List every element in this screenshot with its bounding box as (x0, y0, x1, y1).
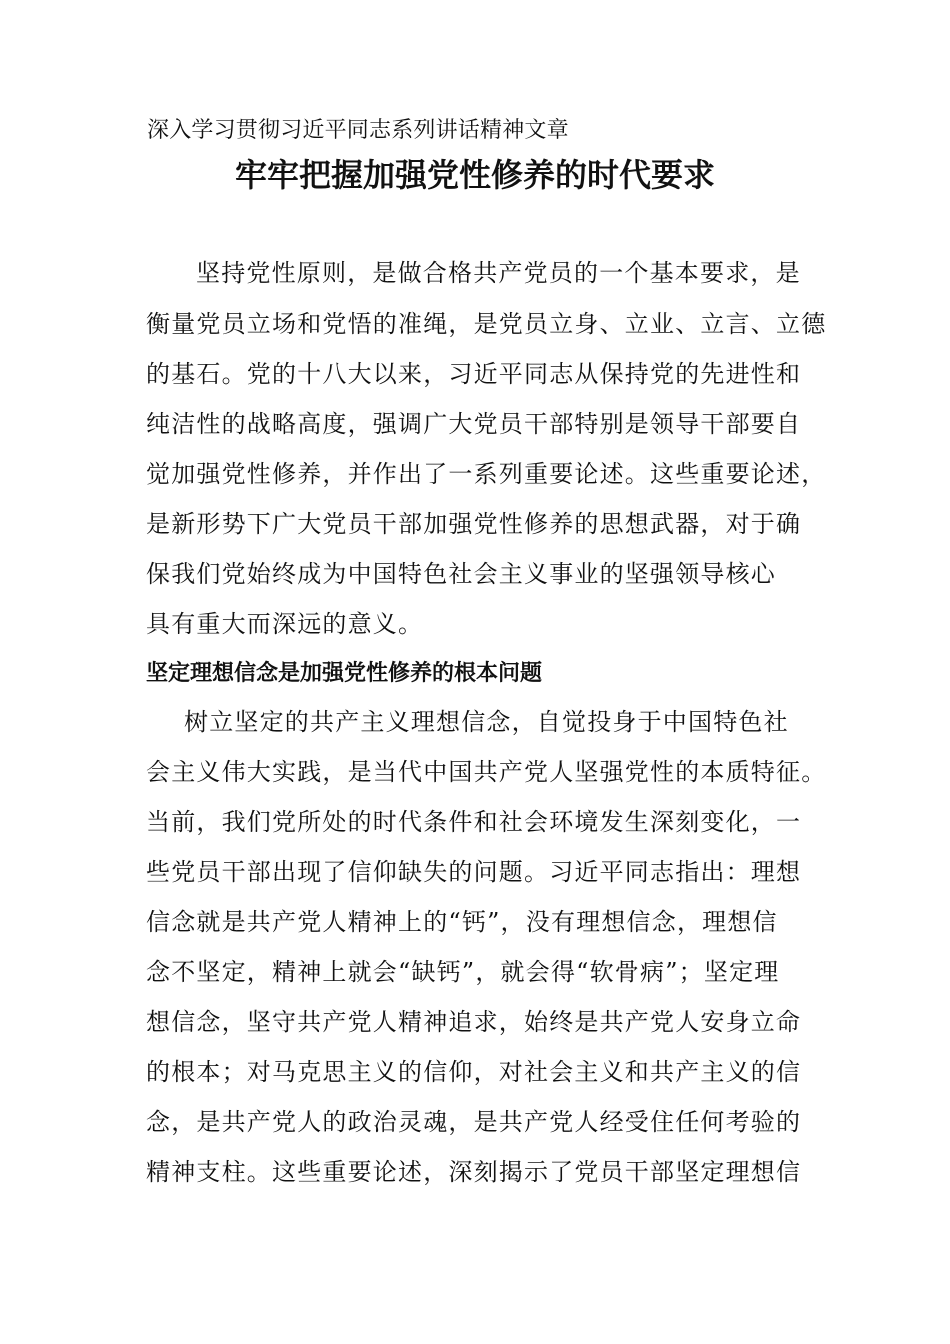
paragraph-line: 会主义伟大实践，是当代中国共产党人坚强党性的本质特征。 (146, 758, 827, 786)
section-heading: 坚定理想信念是加强党性修养的根本问题 (146, 661, 543, 686)
paragraph-line: 的基石。党的十八大以来，习近平同志从保持党的先进性和 (146, 360, 802, 388)
paragraph-line: 衡量党员立场和党悟的准绳，是党员立身、立业、立言、立德 (146, 310, 827, 338)
paragraph-line: 保我们党始终成为中国特色社会主义事业的坚强领导核心 (146, 560, 776, 588)
article-series-label: 深入学习贯彻习近平同志系列讲话精神文章 (147, 118, 569, 143)
paragraph-line: 当前，我们党所处的时代条件和社会环境发生深刻变化，一 (146, 808, 802, 836)
paragraph-line: 树立坚定的共产主义理想信念，自觉投身于中国特色社 (184, 708, 789, 736)
paragraph-line: 坚持党性原则，是做合格共产党员的一个基本要求，是 (196, 259, 801, 287)
paragraph-line: 纯洁性的战略高度，强调广大党员干部特别是领导干部要自 (146, 410, 802, 438)
paragraph-line: 念不坚定，精神上就会“缺钙”，就会得“软骨病”；坚定理 (146, 958, 780, 986)
paragraph-line: 些党员干部出现了信仰缺失的问题。习近平同志指出：理想 (146, 858, 802, 886)
paragraph-line: 觉加强党性修养，并作出了一系列重要论述。这些重要论述， (146, 460, 827, 488)
paragraph-line: 的根本；对马克思主义的信仰，对社会主义和共产主义的信 (146, 1058, 802, 1086)
paragraph-line: 精神支柱。这些重要论述，深刻揭示了党员干部坚定理想信 (146, 1158, 802, 1186)
paragraph-line: 是新形势下广大党员干部加强党性修养的思想武器，对于确 (146, 510, 802, 538)
paragraph-line: 想信念，坚守共产党人精神追求，始终是共产党人安身立命 (146, 1008, 802, 1036)
paragraph-line: 念，是共产党人的政治灵魂，是共产党人经受住任何考验的 (146, 1108, 802, 1136)
paragraph-line: 信念就是共产党人精神上的“钙”，没有理想信念，理想信 (146, 908, 778, 936)
paragraph-line: 具有重大而深远的意义。 (146, 610, 424, 638)
article-title: 牢牢把握加强党性修养的时代要求 (234, 156, 715, 194)
